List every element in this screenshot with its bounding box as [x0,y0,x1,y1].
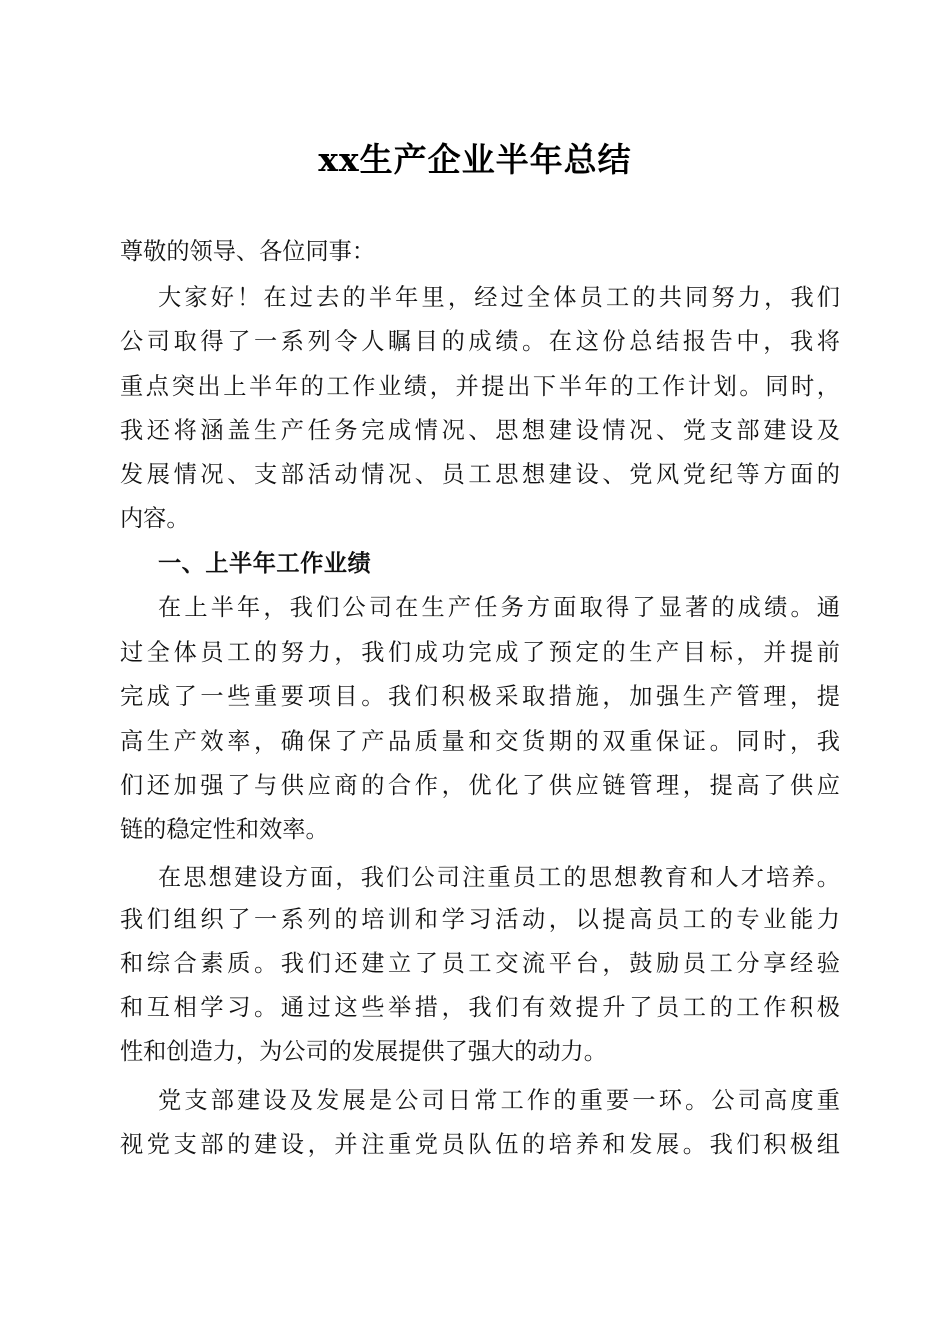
section-heading: 一、上半年工作业绩 [158,550,372,577]
paragraph-line: 性和创造力，为公司的发展提供了强大的动力。 [120,1038,607,1065]
paragraph-line: 链的稳定性和效率。 [120,816,329,843]
document-title: xx生产企业半年总结 [318,140,632,179]
paragraph-line: 和综合素质。我们还建立了员工交流平台，鼓励员工分享经验 [120,950,840,977]
paragraph-line: 党支部建设及发展是公司日常工作的重要一环。公司高度重 [158,1087,840,1114]
paragraph-line: 我们组织了一系列的培训和学习活动，以提高员工的专业能力 [120,906,840,933]
intro-line: 公司取得了一系列令人瞩目的成绩。在这份总结报告中，我将 [120,328,840,355]
intro-line: 内容。 [120,505,190,532]
paragraph-line: 在上半年，我们公司在生产任务方面取得了显著的成绩。通 [158,594,840,621]
intro-line: 发展情况、支部活动情况、员工思想建设、党风党纪等方面的 [120,461,840,488]
salutation: 尊敬的领导、各位同事： [120,238,376,265]
paragraph-line: 过全体员工的努力，我们成功完成了预定的生产目标，并提前 [120,639,840,666]
paragraph-line: 和互相学习。通过这些举措，我们有效提升了员工的工作积极 [120,994,840,1021]
intro-line: 大家好！在过去的半年里，经过全体员工的共同努力，我们 [158,284,840,311]
paragraph-line: 完成了一些重要项目。我们积极采取措施，加强生产管理，提 [120,683,840,710]
paragraph-line: 在思想建设方面，我们公司注重员工的思想教育和人才培养。 [158,864,840,891]
paragraph-line: 高生产效率，确保了产品质量和交货期的双重保证。同时，我 [120,728,840,755]
paragraph-line: 视党支部的建设，并注重党员队伍的培养和发展。我们积极组 [120,1131,840,1158]
intro-line: 我还将涵盖生产任务完成情况、思想建设情况、党支部建设及 [120,417,840,444]
intro-line: 重点突出上半年的工作业绩，并提出下半年的工作计划。同时， [120,373,840,400]
paragraph-line: 们还加强了与供应商的合作，优化了供应链管理，提高了供应 [120,772,840,799]
